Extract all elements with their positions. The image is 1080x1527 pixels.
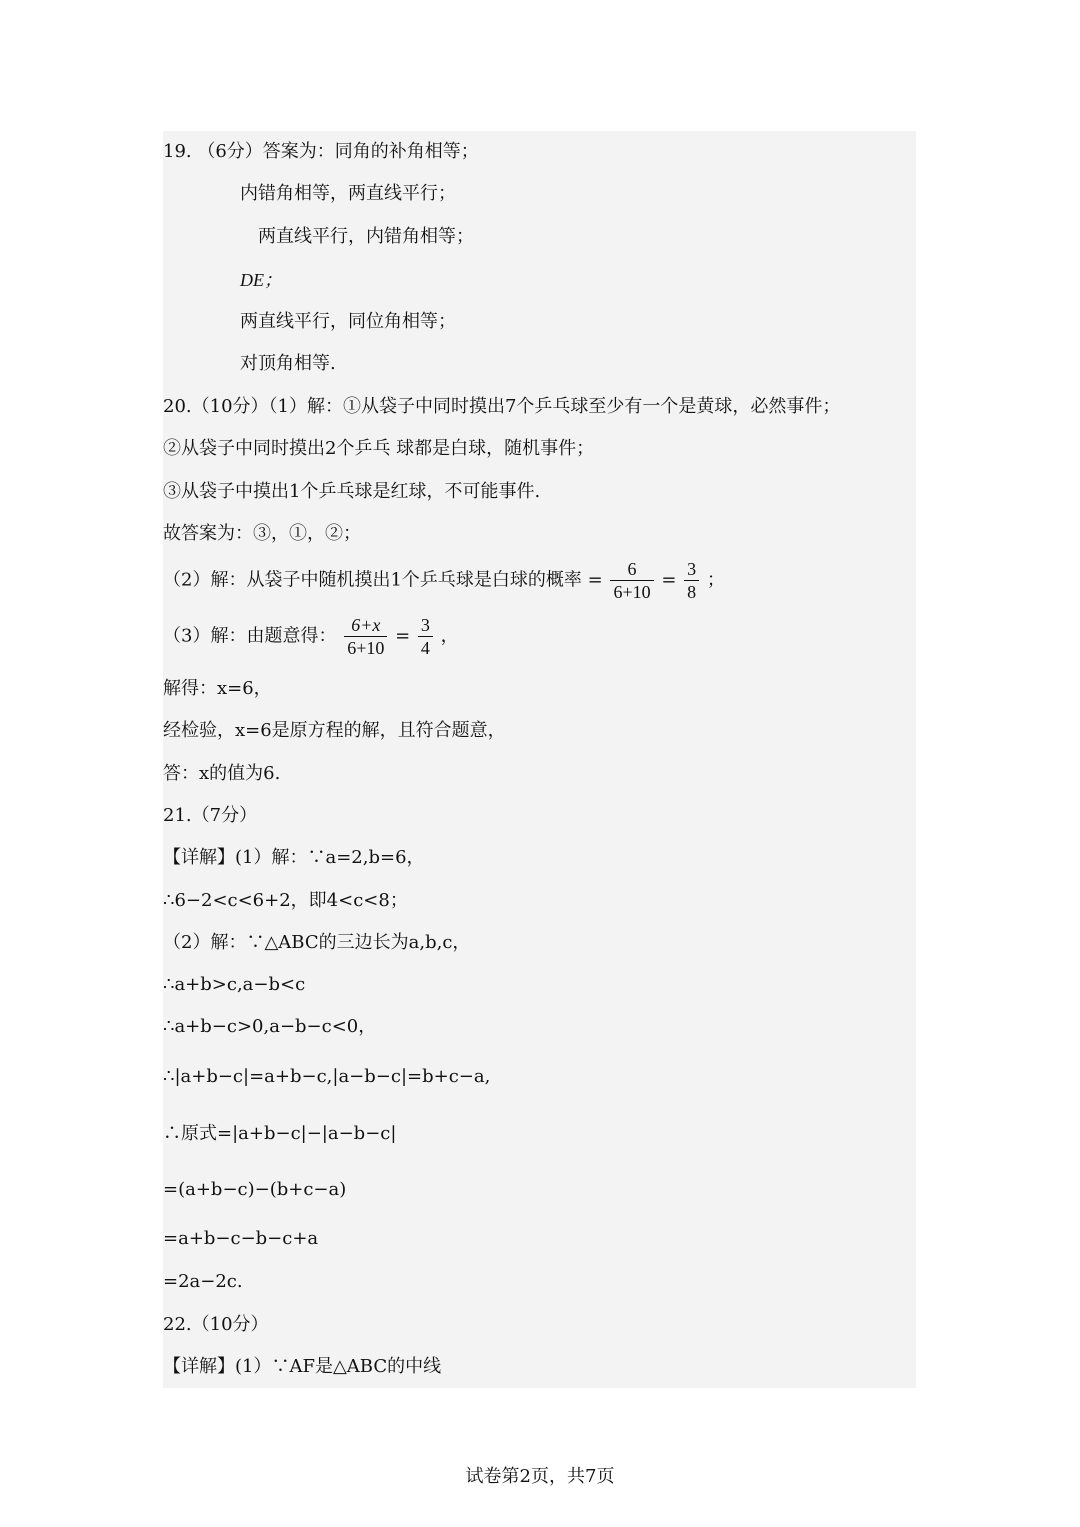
q20-line: 答：x的值为6. [163,763,281,784]
punctuation: ， [440,625,459,647]
q20-line: ②从袋子中同时摸出2个乒乓 球都是白球，随机事件； [163,438,595,459]
q20-line: ③从袋子中摸出1个乒乓球是红球，不可能事件. [163,481,541,502]
fraction-numerator: 6 [610,558,653,581]
fraction-numerator: 3 [684,558,699,581]
fraction-denominator: 4 [420,638,430,658]
fraction [610,558,653,603]
q19-line: DE； [240,270,282,290]
q22-line: 【详解】(1）∵AF是△ABC的中线 [163,1356,442,1377]
q21-line: ∴原式=|a+b−c|−|a−b−c| [163,1123,397,1144]
q21-line: =2a−2c. [163,1271,243,1292]
fraction-denominator: 6+10 [347,638,385,658]
equals-sign: = [395,625,411,647]
q19-header: 19. （6分）答案为：同角的补角相等； [163,141,479,162]
q21-line: ∴a+b−c>0,a−b−c<0， [163,1016,377,1037]
q21-line: ∴a+b>c,a−b<c [163,974,306,995]
q19-line: 两直线平行，内错角相等； [258,226,474,247]
q21-line: ∴|a+b−c|=a+b−c,|a−b−c|=b+c−a, [163,1066,491,1087]
q20-line: 经检验，x=6是原方程的解，且符合题意， [163,720,506,741]
q20-part3 [163,614,459,659]
q20-header: 20.（10分）（1）解：①从袋子中同时摸出7个乒乓球至少有一个是黄球，必然事件； [163,396,841,417]
q19-line: 内错角相等，两直线平行； [240,183,456,204]
fraction-numerator: 6+x [344,614,387,637]
fraction [418,614,433,659]
q21-line: ∴6−2<c<6+2，即4<c<8； [163,890,408,911]
fraction [344,614,387,659]
punctuation: ； [706,569,725,591]
q21-line: 【详解】(1）解：∵a=2,b=6， [163,847,425,868]
q21-line: （2）解：∵△ABC的三边长为a,b,c， [163,932,471,953]
q20-line: 解得：x=6， [163,678,272,699]
q19-line: 两直线平行，同位角相等； [240,311,456,332]
fraction-denominator: 8 [687,582,697,602]
q20-part2 [163,558,725,603]
q19-line: 对顶角相等. [240,353,336,374]
fraction-numerator: 3 [418,614,433,637]
q20-line: 故答案为：③，①，②； [163,523,361,544]
q21-line: =(a+b−c)−(b+c−a) [163,1179,347,1200]
fraction-denominator: 6+10 [613,582,651,602]
q20-part2-text: （2）解：从袋子中随机摸出1个乒乓球是白球的概率 = [163,569,603,591]
page-footer: 试卷第2页，共7页 [465,1466,615,1487]
q20-part3-text: （3）解：由题意得： [163,625,337,647]
q21-line: =a+b−c−b−c+a [163,1228,319,1249]
q22-header: 22.（10分） [163,1314,269,1335]
fraction [684,558,699,603]
q21-header: 21.（7分） [163,805,258,826]
equals-sign: = [661,569,677,591]
